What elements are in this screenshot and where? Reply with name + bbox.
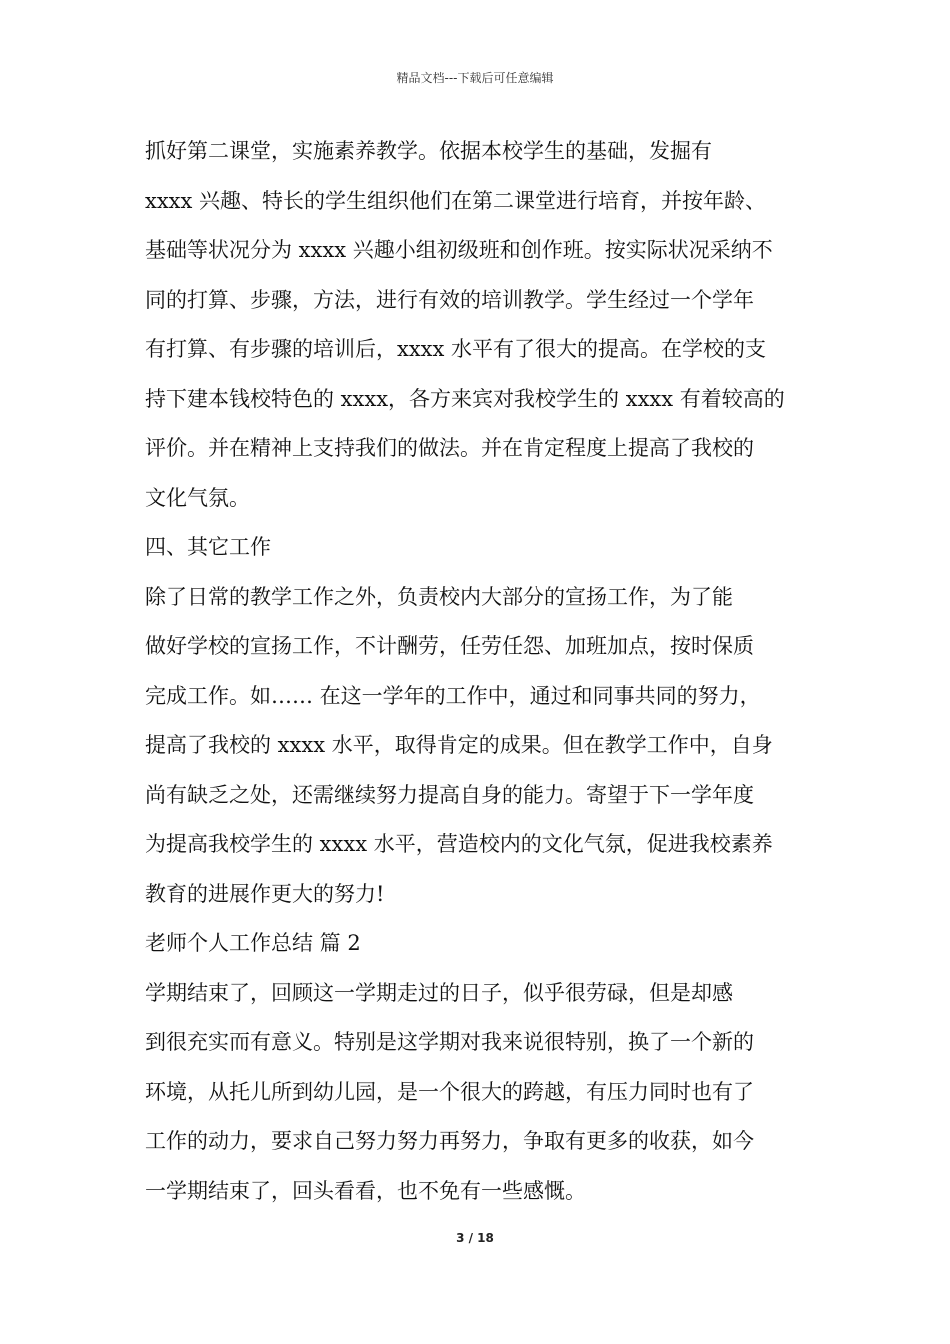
text-line: 抓好第二课堂，实施素养教学。依据本校学生的基础，发掘有 <box>145 139 712 163</box>
text-line: xxxx 兴趣、特长的学生组织他们在第二课堂进行培育，并按年龄、 <box>145 188 767 213</box>
text-line: 提高了我校的 xxxx 水平，取得肯定的成果。但在教学工作中，自身 <box>145 733 773 757</box>
text-line: 除了日常的教学工作之外，负责校内大部分的宣扬工作，为了能 <box>145 584 733 609</box>
text-line: 环境，从托儿所到幼儿园，是一个很大的跨越，有压力同时也有了 <box>145 1079 754 1104</box>
text-line: 为提高我校学生的 xxxx 水平，营造校内的文化气氛，促进我校素养 <box>145 832 773 856</box>
text-line: 完成工作。如…… 在这一学年的工作中，通过和同事共同的努力， <box>145 683 761 708</box>
text-line: 文化气氛。 <box>145 485 250 510</box>
text-line: 评价。并在精神上支持我们的做法。并在肯定程度上提高了我校的 <box>145 436 754 460</box>
document-body <box>145 127 810 1216</box>
paragraph-other-work <box>145 573 810 920</box>
text-line: 有打算、有步骤的培训后，xxxx 水平有了很大的提高。在学校的支 <box>145 337 767 361</box>
text-line: 同的打算、步骤，方法，进行有效的培训教学。学生经过一个学年 <box>145 287 754 312</box>
page-number: 3 / 18 <box>456 1231 494 1245</box>
text-line: 工作的动力，要求自己努力努力再努力，争取有更多的收获，如今 <box>145 1129 754 1153</box>
text-line: 学期结束了，回顾这一学期走过的日子，似乎很劳碌，但是却感 <box>145 980 733 1005</box>
text-line: 教育的进展作更大的努力! <box>145 881 385 906</box>
text-line: 持下建本钱校特色的 xxxx，各方来宾对我校学生的 xxxx 有着较高的 <box>145 386 785 411</box>
text-line: 到很充实而有意义。特别是这学期对我来说很特别，换了一个新的 <box>145 1030 754 1054</box>
text-line: 尚有缺乏之处，还需继续努力提高自身的能力。寄望于下一学年度 <box>145 782 754 807</box>
text-line: 一学期结束了，回头看看，也不免有一些感慨。 <box>145 1178 586 1203</box>
text-line: 做好学校的宣扬工作，不计酬劳，任劳任怨、加班加点，按时保质 <box>145 634 754 658</box>
page-header: 精品文档---下载后可任意编辑 <box>396 71 554 85</box>
paragraph-semester-summary <box>145 969 810 1217</box>
text-line: 基础等状况分为 xxxx 兴趣小组初级班和创作班。按实际状况采纳不 <box>145 238 773 262</box>
article-title: 老师个人工作总结 篇 2 <box>145 931 361 955</box>
paragraph-second-classroom <box>145 127 810 523</box>
section-heading-other-work: 四、其它工作 <box>145 535 271 559</box>
